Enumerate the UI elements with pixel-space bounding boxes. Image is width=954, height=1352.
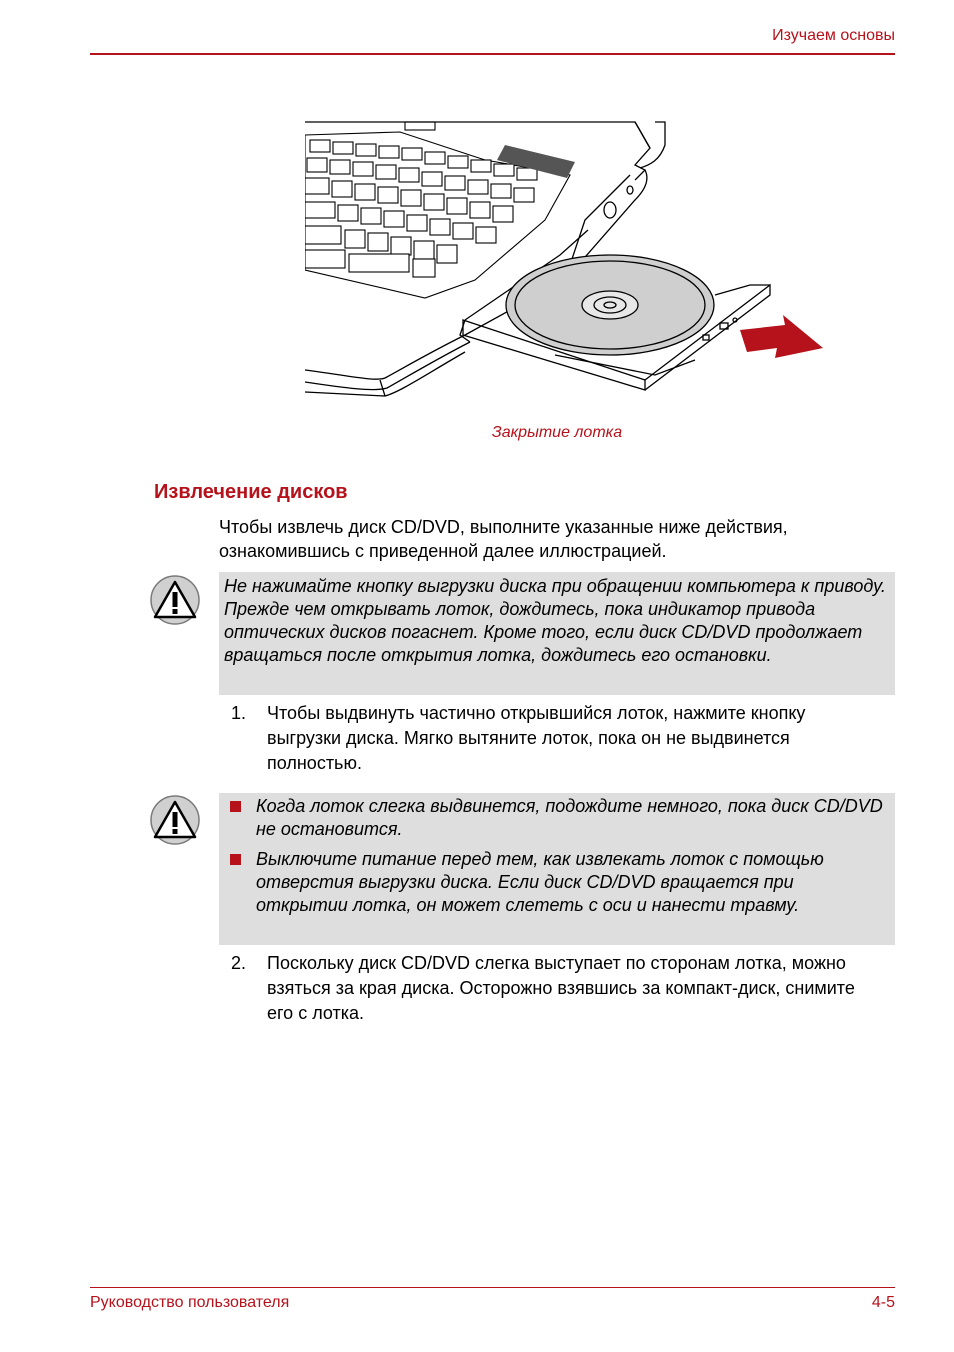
warning-note-list	[219, 793, 895, 945]
warning-bullet	[224, 848, 889, 917]
step-text: Чтобы выдвинуть частично открывшийся лоток, нажмите кнопку выгрузки диска. Мягко вытяните лоток, пока он не выдвинется полностью.	[267, 703, 806, 773]
step-item	[219, 701, 879, 776]
step-number: 1.	[231, 703, 247, 723]
intro-paragraph: Чтобы извлечь диск CD/DVD, выполните указанные ниже действия, ознакомившись с приведенной далее иллюстрацией.	[219, 517, 788, 561]
bullet-square-icon	[230, 854, 241, 865]
footer-rule	[90, 1287, 895, 1288]
warning-bullet-text: Выключите питание перед тем, как извлекать лоток с помощью отверстия выгрузки диска. Если диск CD/DVD вращается при открытии лотка, он может слететь с оси и нанести травму.	[256, 849, 824, 915]
running-header: Изучаем основы	[772, 27, 895, 44]
footer-manual-title: Руководство пользователя	[90, 1294, 290, 1311]
warning-bullet	[224, 795, 889, 841]
section-title: Извлечение дисков	[154, 481, 348, 503]
step-text: Поскольку диск CD/DVD слегка выступает по сторонам лотка, можно взяться за края диска. Осторожно взявшись за компакт-диск, снимите его с лотка.	[267, 953, 855, 1023]
bullet-square-icon	[230, 801, 241, 812]
warning-note-text: Не нажимайте кнопку выгрузки диска при обращении компьютера к приводу. Прежде чем открывать лоток, дождитесь, пока индикатор привода оптических дисков погаснет. Кроме того, если диск CD/DVD продолжает вращаться после открытия лотка, дождитесь его остановки.	[224, 576, 886, 665]
figure-caption: Закрытие лотка	[491, 424, 623, 441]
step-number: 2.	[231, 953, 247, 973]
header-rule	[90, 53, 895, 55]
warning-icon	[150, 795, 200, 845]
step-item	[219, 951, 879, 1026]
warning-bullet-text: Когда лоток слегка выдвинется, подождите немного, пока диск CD/DVD не остановится.	[256, 796, 883, 839]
warning-icon	[150, 575, 200, 625]
warning-note	[219, 572, 895, 695]
laptop-disc-tray-illustration	[305, 120, 825, 400]
page-number: 4-5	[871, 1294, 895, 1311]
